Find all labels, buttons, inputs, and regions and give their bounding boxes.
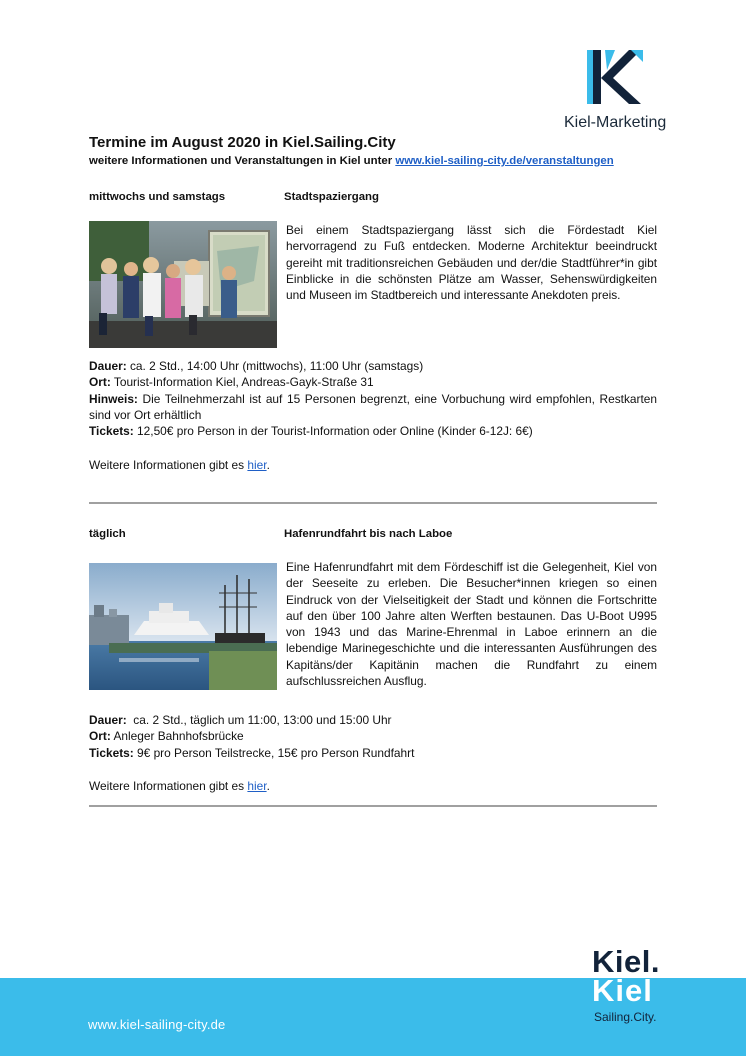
event-1-description: Bei einem Stadtspaziergang lässt sich die Fördestadt Kiel hervorragend zu Fuß entdecken. Moderne Architektur beeindruckt gereiht mit traditionsreichen Gebäuden und der/die Stadtführer*in gibt Einblicke in die schönsten Plätze am Wasser, Sehenswürdigkeiten und Museen im Stadtbereich und interessante Anekdoten preis.	[286, 223, 657, 303]
events-link[interactable]: www.kiel-sailing-city.de/veranstaltungen	[395, 155, 614, 167]
hafenrundfahrt-photo	[89, 563, 277, 690]
logo-tagline: Sailing.City.	[594, 1010, 657, 1024]
kiel-sailing-city-logo	[592, 946, 682, 1024]
event-1-tickets: Tickets: 12,50€ pro Person in der Tourist-Information oder Online (Kinder 6-12J: 6€)	[89, 424, 533, 439]
event-1-ort: Ort: Tourist-Information Kiel, Andreas-Gayk-Straße 31	[89, 375, 374, 390]
event-1-more-info: Weitere Informationen gibt es hier.	[89, 458, 270, 472]
event-1-dauer: Dauer: ca. 2 Std., 14:00 Uhr (mittwochs), 11:00 Uhr (samstags)	[89, 359, 424, 373]
event-2-details	[89, 712, 657, 761]
event-2-description: Eine Hafenrundfahrt mit dem Fördeschiff ist die Gelegenheit, Kiel von der Seeseite zu erleben. Die Besucher*innen kriegen so einen Eindruck von der Vielseitigkeit der Stadt und können die Fortschritte auf den über 100 Jahre alten Werften bestaunen. Das U-Boot U995 von 1943 und das Marine-Ehrenmal in Laboe erinnern an die lebendige Marinegeschichte und die interessanten Ausführungen des Kapitäns/der Kapitänin machen die Rundfahrt zu einem aufschlussreichen Ausflug.	[286, 560, 657, 689]
event-1-when: mittwochs und samstags	[89, 191, 226, 203]
event-1-hinweis: Hinweis: Die Teilnehmerzahl ist auf 15 Personen begrenzt, eine Vorbuchung wird empfohlen, Restkarten sind vor Ort erhältlich	[89, 391, 657, 422]
event-2-dauer: Dauer: ca. 2 Std., täglich um 11:00, 13:00 und 15:00 Uhr	[89, 713, 392, 727]
event-2-more-info: Weitere Informationen gibt es hier.	[89, 779, 270, 793]
k-logo-icon	[585, 48, 647, 108]
logo-kiel-mirrored: Kiel	[592, 973, 653, 1008]
event-1-title: Stadtspaziergang	[284, 191, 379, 203]
event-2-more-link[interactable]: hier	[247, 779, 267, 793]
event-1-details	[89, 358, 657, 439]
event-2-ort: Ort: Anleger Bahnhofsbrücke	[89, 729, 244, 744]
footer-url: www.kiel-sailing-city.de	[88, 1017, 226, 1032]
kiel-marketing-logo	[564, 48, 685, 131]
event-1-more-link[interactable]: hier	[247, 458, 267, 472]
divider	[89, 805, 657, 807]
event-2-when: täglich	[89, 528, 126, 540]
logo-text: Kiel-Marketing	[564, 114, 667, 131]
page-subtitle	[89, 155, 614, 167]
stadtspaziergang-photo	[89, 221, 277, 348]
event-2-title: Hafenrundfahrt bis nach Laboe	[284, 528, 453, 540]
event-2-tickets: Tickets: 9€ pro Person Teilstrecke, 15€ pro Person Rundfahrt	[89, 745, 415, 760]
subtitle-text: weitere Informationen und Veranstaltungen in Kiel unter	[89, 155, 396, 167]
logo-kiel-dark: Kiel.	[592, 944, 660, 979]
divider	[89, 502, 657, 504]
page-title: Termine im August 2020 in Kiel.Sailing.City	[89, 134, 396, 151]
